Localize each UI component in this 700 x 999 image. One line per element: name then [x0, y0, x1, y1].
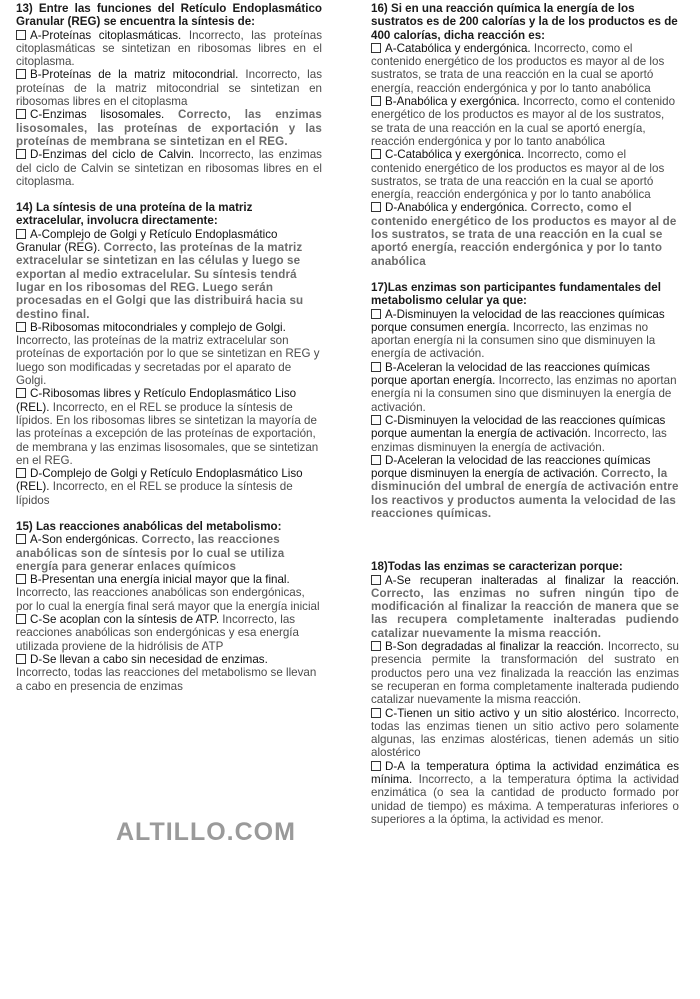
- feedback-incorrect: Incorrecto, su presencia permite la transformación del sustrato en productos pero una vez finalizada la reacción las enzimas se recuperan en forma completamente inalterada pudiendo catalizar nuevamente la misma reacción.: [371, 640, 679, 707]
- feedback-incorrect: Incorrecto, las proteínas de la matriz extracelular son proteínas de exportación por lo que se sintetizan en REG y luego son modificadas y secretadas por el aparato de Golgi.: [16, 334, 320, 388]
- checkbox-icon[interactable]: [16, 322, 26, 332]
- question-block: [16, 520, 322, 693]
- answer-option: [371, 308, 679, 361]
- answer-option: [16, 29, 322, 69]
- answer-option: [371, 361, 679, 414]
- answer-option: [16, 653, 322, 693]
- answer-option: [16, 228, 322, 321]
- checkbox-icon[interactable]: [371, 309, 381, 319]
- feedback-incorrect: Incorrecto, en el REL se produce la síntesis de lípidos. En los ribosomas libres se sintetizan la mayoría de las proteínas a excepción de las proteínas de exportación, de membrana y las enzimas lisosomales, que se sintetizan en el REG.: [16, 400, 319, 467]
- feedback-incorrect: Incorrecto, en el REL se produce la síntesis de lípidos: [16, 480, 293, 507]
- option-label: C-Se acoplan con la síntesis de ATP.: [30, 613, 220, 627]
- feedback-correct: Correcto, como el contenido energético de los productos es mayor al de los sustratos, se trata de una reacción en la cual se aportó energía, reacción endergónica y por lo tanto anabólica: [371, 201, 677, 268]
- feedback-incorrect: Incorrecto, las enzimas del ciclo de Calvin se sintetizan en ribosomas libres en el citoplasma.: [16, 148, 322, 188]
- option-label: A-Son endergónicas.: [30, 533, 139, 547]
- option-label: B-Aceleran la velocidad de las reacciones químicas porque aportan energía.: [371, 360, 650, 388]
- answer-option: [16, 68, 322, 108]
- question-title: 15) Las reacciones anabólicas del metabolismo:: [16, 519, 282, 533]
- option-label: A-Complejo de Golgi y Retículo Endoplasmático Granular (REG).: [16, 227, 278, 255]
- option-label: D-Aceleran la velocidad de las reacciones químicas porque disminuyen la energía de activación.: [371, 453, 651, 481]
- answer-option: [16, 321, 322, 387]
- answer-option: [371, 574, 679, 640]
- checkbox-icon[interactable]: [371, 641, 381, 651]
- feedback-correct: Correcto, las enzimas no sufren ningún tipo de modificación al finalizar la reacción de manera que se las recupera completamente inalteradas pudiendo catalizar nuevamente la misma reacción.: [371, 586, 679, 640]
- feedback-incorrect: Incorrecto, las proteínas de la matriz mitocondrial se sintetizan en ribosomas libres en el citoplasma: [16, 68, 322, 109]
- option-label: D-Enzimas del ciclo de Calvin.: [30, 148, 194, 162]
- feedback-incorrect: Incorrecto, a la temperatura óptima la actividad enzimática (o sea la cantidad de producto formado por unidad de tiempo) es máxima. A temperaturas inferiores o superiores a la óptima, la actividad es menor.: [371, 773, 679, 826]
- option-label: D-Se llevan a cabo sin necesidad de enzimas.: [30, 652, 268, 666]
- option-label: A-Proteínas citoplasmáticas.: [30, 28, 182, 42]
- answer-option: [16, 533, 322, 573]
- feedback-incorrect: Incorrecto, las enzimas disminuyen la energía de activación.: [371, 427, 667, 454]
- feedback-correct: Correcto, la disminución del umbral de energía de activación entre los reactivos y productos aumenta la velocidad de las reacciones químicas.: [371, 467, 679, 520]
- watermark-logo: ALTILLO.COM: [116, 818, 296, 846]
- question-block: [16, 201, 322, 507]
- feedback-correct: Correcto, las proteínas de la matriz extracelular se sintetizan en las células y luego se exportan al medio extracelular. Su síntesis tendrá lugar en los ribosomas del REG. Luego serán procesadas en el Golgi que las distribuirá hacia su destino final.: [16, 241, 304, 321]
- option-label: C-Tienen un sitio activo y un sitio alostérico.: [385, 706, 620, 720]
- question-block: [371, 281, 679, 520]
- checkbox-icon[interactable]: [371, 43, 381, 53]
- question-title: 14) La síntesis de una proteína de la matriz extracelular, involucra directamente:: [16, 201, 253, 228]
- option-label: A-Disminuyen la velocidad de las reacciones químicas porque consumen energía.: [371, 307, 665, 334]
- checkbox-icon[interactable]: [16, 229, 26, 239]
- feedback-correct: Correcto, las reacciones anabólicas son de síntesis por lo cual se utiliza energía para generar enlaces químicos: [16, 533, 285, 573]
- question-block: [16, 2, 322, 188]
- feedback-correct: Correcto, las enzimas lisosomales, las proteínas de exportación y las proteínas de membrana se sintetizan en el REG.: [16, 108, 322, 148]
- answer-option: [371, 760, 679, 826]
- answer-option: [16, 148, 322, 188]
- checkbox-icon[interactable]: [16, 468, 26, 478]
- option-label: A-Catabólica y endergónica.: [385, 41, 531, 55]
- feedback-incorrect: Incorrecto, las reacciones anabólicas son endergónicas, por lo cual la energía final será mayor que la energía inicial: [16, 586, 320, 613]
- option-label: B-Anabólica y exergónica.: [385, 95, 520, 109]
- answer-option: [371, 707, 679, 760]
- checkbox-icon[interactable]: [371, 708, 381, 718]
- checkbox-icon[interactable]: [16, 30, 26, 40]
- option-label: B-Proteínas de la matriz mitocondrial.: [30, 68, 239, 82]
- answer-option: [16, 573, 322, 613]
- checkbox-icon[interactable]: [371, 96, 381, 106]
- answer-option: [16, 613, 322, 653]
- checkbox-icon[interactable]: [16, 388, 26, 398]
- checkbox-icon[interactable]: [16, 69, 26, 79]
- checkbox-icon[interactable]: [371, 455, 381, 465]
- option-label: B-Son degradadas al finalizar la reacción.: [385, 640, 604, 654]
- feedback-incorrect: Incorrecto, como el contenido energético de los productos es mayor al de los sustratos, se trata de una reacción en la cual se aportó energía, reacción endergónica y por lo tanto anabólica: [371, 95, 676, 148]
- question-title: 17)Las enzimas son participantes fundamentales del metabolismo celular ya que:: [371, 280, 661, 308]
- option-label: A-Se recuperan inalteradas al finalizar la reacción.: [385, 573, 679, 587]
- option-label: B-Presentan una energía inicial mayor que la final.: [30, 573, 290, 587]
- right-column: [371, 2, 679, 826]
- answer-option: [16, 108, 322, 148]
- checkbox-icon[interactable]: [371, 362, 381, 372]
- feedback-incorrect: Incorrecto, las enzimas no aportan energía ni la consumen sino que disminuyen la energía de activación.: [371, 320, 656, 361]
- checkbox-icon[interactable]: [16, 654, 26, 664]
- answer-option: [371, 640, 679, 706]
- option-label: D-A la temperatura óptima la actividad enzimática es mínima.: [371, 759, 679, 787]
- left-column: [16, 2, 322, 693]
- answer-option: [16, 467, 322, 507]
- feedback-incorrect: Incorrecto, las proteínas citoplasmáticas se sintetizan en ribosomas libres en el citoplasma.: [16, 28, 322, 69]
- feedback-incorrect: Incorrecto, como el contenido energético de los productos es mayor al de los sustratos, se trata de una reacción en la cual se aportó energía, reacción endergónica y por lo tanto anabólica: [371, 41, 665, 95]
- checkbox-icon[interactable]: [16, 534, 26, 544]
- feedback-incorrect: Incorrecto, todas las reacciones del metabolismo se llevan a cabo en presencia de enzimas: [16, 666, 317, 693]
- answer-option: [371, 95, 679, 148]
- option-label: C-Enzimas lisosomales.: [30, 108, 165, 122]
- checkbox-icon[interactable]: [16, 149, 26, 159]
- option-label: D-Anabólica y endergónica.: [385, 201, 528, 215]
- checkbox-icon[interactable]: [371, 415, 381, 425]
- answer-option: [371, 201, 679, 267]
- checkbox-icon[interactable]: [371, 761, 381, 771]
- feedback-incorrect: Incorrecto, todas las enzimas tienen un sitio activo pero solamente algunas, las enzimas alostéricas, tienen además un sitio alostérico: [371, 706, 680, 760]
- checkbox-icon[interactable]: [371, 575, 381, 585]
- question-block: [371, 2, 679, 268]
- answer-option: [16, 387, 322, 467]
- question-title: 13) Entre las funciones del Retículo Endoplasmático Granular (REG) se encuentra la síntesis de:: [16, 2, 322, 29]
- answer-option: [371, 414, 679, 454]
- feedback-incorrect: Incorrecto, como el contenido energético de los productos es mayor al de los sustratos, se trata de una reacción en la cual se aportó energía, reacción endergónica y por lo tanto anabólica: [371, 148, 665, 202]
- option-label: C-Catabólica y exergónica.: [385, 148, 525, 162]
- answer-option: [371, 42, 679, 95]
- question-title: 16) Si en una reacción química la energía de los sustratos es de 200 calorías y la de los productos es de 400 calorías, dicha reacción es:: [371, 2, 678, 42]
- answer-option: [371, 454, 679, 520]
- checkbox-icon[interactable]: [16, 614, 26, 624]
- question-block: [371, 560, 679, 826]
- checkbox-icon[interactable]: [16, 574, 26, 584]
- answer-option: [371, 148, 679, 201]
- option-label: D-Complejo de Golgi y Retículo Endoplasmático Liso (REL).: [16, 467, 303, 494]
- feedback-incorrect: Incorrecto, las reacciones anabólicas son endergónicas y esa energía utilizada proviene de la hidrólisis de ATP: [16, 613, 299, 653]
- feedback-incorrect: Incorrecto, las enzimas no aportan energía ni la consumen sino que disminuyen la energía de activación.: [371, 374, 677, 414]
- option-label: C-Ribosomas libres y Retículo Endoplasmático Liso (REL).: [16, 387, 297, 414]
- question-title: 18)Todas las enzimas se caracterizan porque:: [371, 560, 623, 574]
- checkbox-icon[interactable]: [16, 109, 26, 119]
- option-label: B-Ribosomas mitocondriales y complejo de Golgi.: [30, 320, 286, 334]
- checkbox-icon[interactable]: [371, 202, 381, 212]
- option-label: C-Disminuyen la velocidad de las reacciones químicas porque aumentan la energía de activación.: [371, 413, 666, 441]
- checkbox-icon[interactable]: [371, 149, 381, 159]
